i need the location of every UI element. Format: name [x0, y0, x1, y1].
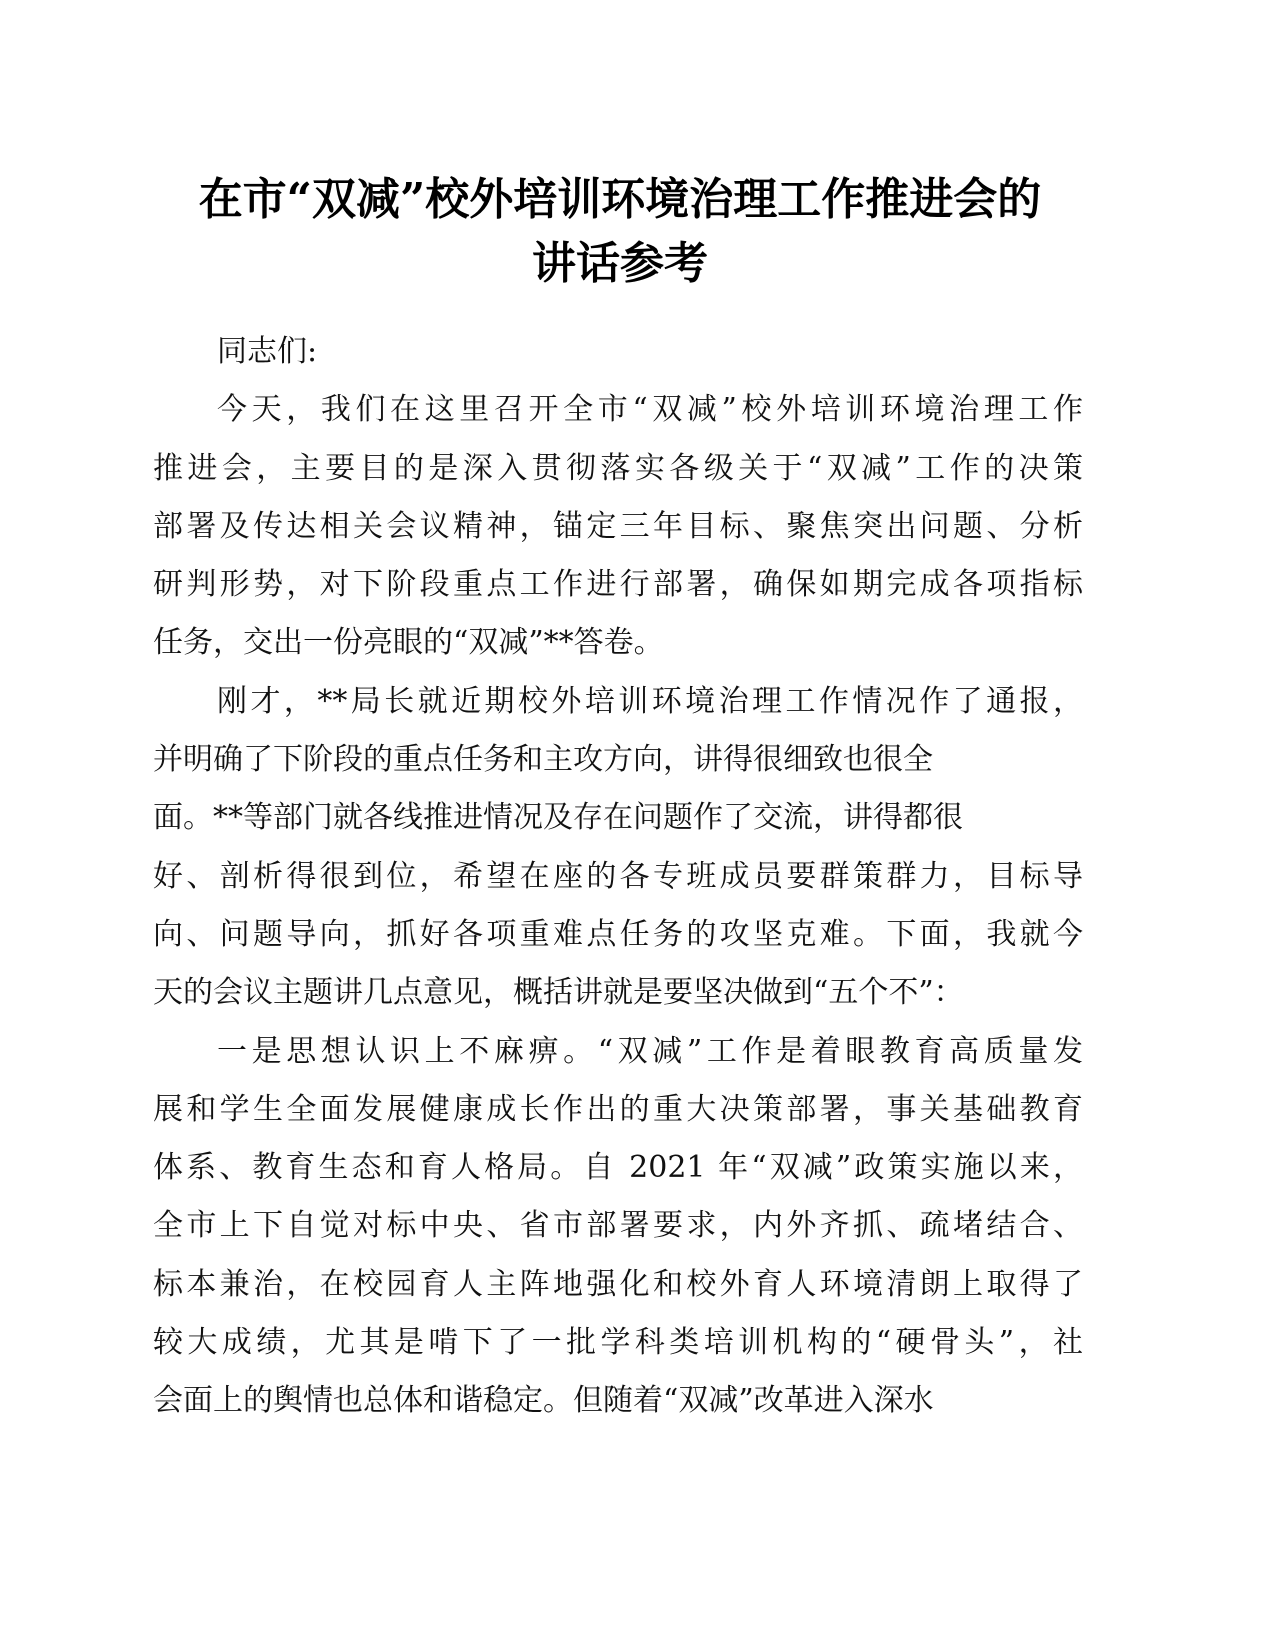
paragraph-line: 全市上下自觉对标中央、省市部署要求，内外齐抓、疏堵结合、: [153, 1208, 1083, 1244]
paragraph-line: 面。**等部门就各线推进情况及存在问题作了交流，讲得都很: [153, 800, 963, 836]
document-title: [150, 168, 1090, 296]
paragraph-line: 向、问题导向，抓好各项重难点任务的攻坚克难。下面，我就今: [153, 916, 1083, 952]
paragraph-line: 刚才，**局长就近期校外培训环境治理工作情况作了通报，: [217, 683, 1083, 719]
paragraph-line: 推进会，主要目的是深入贯彻落实各级关于“双减”工作的决策: [153, 450, 1083, 486]
paragraph-line: 并明确了下阶段的重点任务和主攻方向，讲得很细致也很全: [153, 742, 933, 778]
paragraph-line: 研判形势，对下阶段重点工作进行部署，确保如期完成各项指标: [153, 567, 1083, 603]
paragraph-line: 好、剖析得很到位，希望在座的各专班成员要群策群力，目标导: [153, 858, 1083, 894]
paragraph-line: 部署及传达相关会议精神，锚定三年目标、聚焦突出问题、分析: [153, 508, 1083, 544]
paragraph-line: 展和学生全面发展健康成长作出的重大决策部署，事关基础教育: [153, 1091, 1083, 1127]
title-line-2: 讲话参考: [532, 238, 708, 289]
paragraph-line: 体系、教育生态和育人格局。自 2021 年“双减”政策实施以来，: [153, 1150, 1083, 1186]
paragraph-line: 较大成绩，尤其是啃下了一批学科类培训机构的“硬骨头”，社: [153, 1325, 1083, 1361]
title-line-1: 在市“双减”校外培训环境治理工作推进会的: [198, 174, 1042, 225]
paragraph-line: 今天，我们在这里召开全市“双减”校外培训环境治理工作: [217, 392, 1083, 428]
paragraph-line: 会面上的舆情也总体和谐稳定。但随着“双减”改革进入深水: [153, 1383, 934, 1419]
document-body: [153, 323, 1083, 1431]
paragraph-line: 标本兼治，在校园育人主阵地强化和校外育人环境清朗上取得了: [153, 1266, 1083, 1302]
paragraph-line: 一是思想认识上不麻痹。“双减”工作是着眼教育高质量发: [217, 1033, 1083, 1069]
salutation: 同志们:: [217, 334, 318, 369]
paragraph-line: 任务，交出一份亮眼的“双减”**答卷。: [153, 625, 664, 661]
paragraph-line: 天的会议主题讲几点意见，概括讲就是要坚决做到“五个不”：: [153, 975, 964, 1011]
